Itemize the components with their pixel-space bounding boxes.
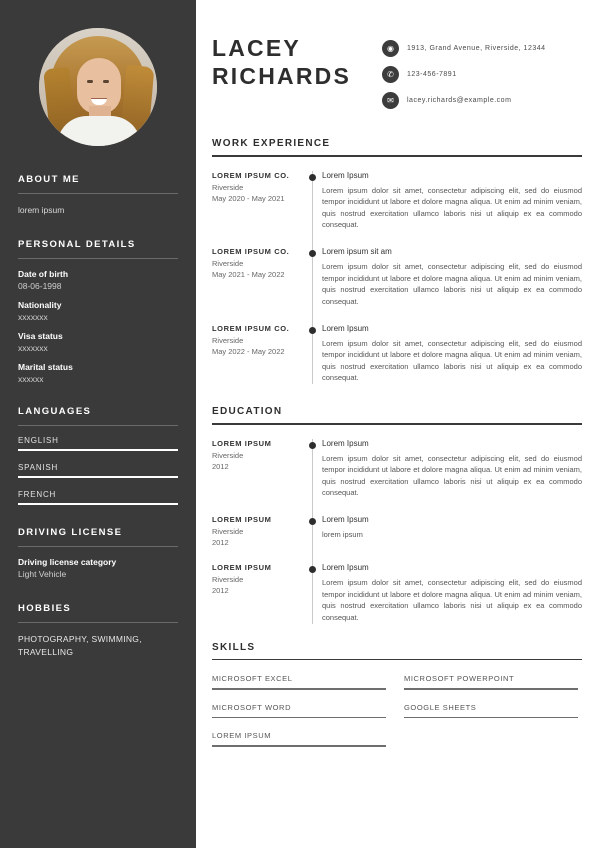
personal-details-section xyxy=(18,239,178,384)
education-section xyxy=(212,406,582,624)
photo-eye-left xyxy=(87,80,93,83)
education-school: LOREM IPSUM xyxy=(212,438,272,448)
driving-license-value: Light Vehicle xyxy=(18,568,67,579)
hobbies-heading: HOBBIES xyxy=(18,602,72,614)
timeline-dot-icon xyxy=(309,250,316,257)
education-dates: 2012 xyxy=(212,586,229,596)
work-company: LOREM IPSUM CO. xyxy=(212,170,290,180)
skill-item xyxy=(404,674,578,690)
personal-detail-value: xxxxxxx xyxy=(18,311,48,322)
work-entry xyxy=(212,324,582,385)
personal-detail-item xyxy=(18,269,178,291)
education-description: Lorem ipsum dolor sit amet, consectetur adipiscing elit, sed do eiusmod tempor incididunt ut labore et dolore magna aliqua. Ut enim ad minim veniam, quis nostrud exercitation ullamco laboris nisi ut aliquip ex ea commodo consequat. xyxy=(322,578,582,622)
education-entry-meta xyxy=(212,515,304,547)
personal-details-heading: PERSONAL DETAILS xyxy=(18,238,136,250)
timeline-line xyxy=(312,439,313,516)
education-degree: Lorem Ipsum xyxy=(322,563,369,573)
skill-item xyxy=(212,674,386,690)
work-description: Lorem ipsum dolor sit amet, consectetur adipiscing elit, sed do eiusmod tempor incididunt ut labore et dolore magna aliqua. Ut enim ad minim veniam, quis nostrud exercitation ullamco laboris nisi ut aliquip ex ea commodo consequat. xyxy=(322,185,582,230)
skill-level-bar xyxy=(212,717,386,719)
work-city: Riverside xyxy=(212,259,244,269)
languages-heading: LANGUAGES xyxy=(18,405,92,417)
contact-block xyxy=(382,40,582,118)
language-level-bar xyxy=(18,503,178,505)
work-description: Lorem ipsum dolor sit amet, consectetur adipiscing elit, sed do eiusmod tempor incididunt ut labore et dolore magna aliqua. Ut enim ad minim veniam, quis nostrud exercitation ullamco laboris nisi ut aliquip ex ea commodo consequat. xyxy=(322,338,582,383)
language-item xyxy=(18,490,178,505)
work-dates: May 2022 - May 2022 xyxy=(212,346,285,356)
contact-address-text: 1913, Grand Avenue, Riverside, 12344 xyxy=(407,45,546,52)
hobbies-section xyxy=(18,603,178,660)
first-name: LACEY xyxy=(212,35,301,61)
skills-divider xyxy=(212,659,582,661)
skills-heading: SKILLS xyxy=(212,641,256,653)
timeline-line xyxy=(312,171,313,248)
work-experience-section xyxy=(212,138,582,384)
languages-section xyxy=(18,406,178,505)
contact-phone-text: 123-456-7891 xyxy=(407,71,457,78)
contact-email[interactable] xyxy=(382,92,582,109)
language-level-bar xyxy=(18,476,178,478)
personal-detail-label: Visa status xyxy=(18,330,63,341)
contact-phone[interactable] xyxy=(382,66,582,83)
personal-detail-value: xxxxxxx xyxy=(18,342,48,353)
contact-address xyxy=(382,40,582,57)
skill-level-bar xyxy=(404,717,578,719)
education-heading: EDUCATION xyxy=(212,406,283,418)
work-city: Riverside xyxy=(212,335,244,345)
timeline-marker xyxy=(304,247,322,308)
education-dates: 2012 xyxy=(212,461,229,471)
timeline-marker xyxy=(304,324,322,385)
personal-detail-label: Date of birth xyxy=(18,268,69,279)
skill-item xyxy=(212,731,386,747)
education-city: Riverside xyxy=(212,575,244,585)
phone-icon: ✆ xyxy=(382,66,399,83)
work-entry-meta xyxy=(212,247,304,308)
education-entry xyxy=(212,439,582,500)
work-entry-meta xyxy=(212,171,304,232)
languages-divider xyxy=(18,425,178,426)
skill-label: MICROSOFT POWERPOINT xyxy=(404,674,515,684)
timeline-dot-icon xyxy=(309,518,316,525)
timeline-dot-icon xyxy=(309,327,316,334)
about-heading: ABOUT ME xyxy=(18,174,80,185)
work-city: Riverside xyxy=(212,182,244,192)
skill-level-bar xyxy=(404,688,578,690)
education-dates: 2012 xyxy=(212,538,229,548)
sidebar xyxy=(0,0,196,848)
timeline-line xyxy=(312,247,313,324)
work-experience-divider xyxy=(212,155,582,157)
photo-eye-right xyxy=(103,80,109,83)
language-item xyxy=(18,436,178,451)
education-description: Lorem ipsum dolor sit amet, consectetur adipiscing elit, sed do eiusmod tempor incididunt ut labore et dolore magna aliqua. Ut enim ad minim veniam, quis nostrud exercitation ullamco laboris nisi ut aliquip ex ea commodo consequat. xyxy=(322,453,582,498)
timeline-marker xyxy=(304,171,322,232)
timeline-marker xyxy=(304,515,322,547)
education-entry-body xyxy=(322,563,582,624)
language-level-bar xyxy=(18,449,178,451)
timeline-marker xyxy=(304,439,322,500)
location-pin-icon: ◉ xyxy=(382,40,399,57)
education-entry-meta xyxy=(212,563,304,624)
timeline-dot-icon xyxy=(309,174,316,181)
timeline-marker xyxy=(304,563,322,624)
personal-detail-label: Nationality xyxy=(18,299,62,310)
work-entry-meta xyxy=(212,324,304,385)
main-content xyxy=(196,0,600,848)
work-dates: May 2020 - May 2021 xyxy=(212,193,285,203)
about-divider xyxy=(18,193,178,194)
skills-section xyxy=(212,642,582,760)
education-entry-body xyxy=(322,439,582,500)
education-school: LOREM IPSUM xyxy=(212,515,272,525)
skill-label: GOOGLE SHEETS xyxy=(404,702,477,712)
work-role: Lorem Ipsum xyxy=(322,323,369,333)
education-entry xyxy=(212,515,582,547)
language-item xyxy=(18,463,178,478)
work-experience-heading: WORK EXPERIENCE xyxy=(212,138,331,150)
driving-license-section xyxy=(18,527,178,579)
skill-item xyxy=(404,703,578,719)
work-entry-body xyxy=(322,247,582,308)
personal-details-divider xyxy=(18,258,178,259)
education-degree: Lorem Ipsum xyxy=(322,515,369,525)
contact-email-text: lacey.richards@example.com xyxy=(407,97,512,104)
work-role: Lorem ipsum sit am xyxy=(322,247,392,257)
work-dates: May 2021 - May 2022 xyxy=(212,270,285,280)
education-school: LOREM IPSUM xyxy=(212,563,272,573)
driving-license-heading: DRIVING LICENSE xyxy=(18,526,123,538)
language-label: ENGLISH xyxy=(18,435,59,445)
hobbies-divider xyxy=(18,622,178,623)
skill-label: LOREM IPSUM xyxy=(212,731,272,741)
about-section xyxy=(18,174,178,217)
work-entry xyxy=(212,247,582,308)
skill-label: MICROSOFT EXCEL xyxy=(212,674,293,684)
personal-detail-value: 08-06-1998 xyxy=(18,280,62,291)
last-name: RICHARDS xyxy=(212,63,351,90)
personal-detail-label: Marital status xyxy=(18,361,73,372)
education-description: lorem ipsum xyxy=(322,530,363,540)
personal-detail-item xyxy=(18,300,178,322)
timeline-dot-icon xyxy=(309,442,316,449)
education-city: Riverside xyxy=(212,527,244,537)
language-label: SPANISH xyxy=(18,462,59,472)
education-entry-body xyxy=(322,515,582,547)
skill-level-bar xyxy=(212,688,386,690)
education-entry-meta xyxy=(212,439,304,500)
work-entry xyxy=(212,171,582,232)
skill-item xyxy=(212,703,386,719)
work-company: LOREM IPSUM CO. xyxy=(212,247,290,257)
work-company: LOREM IPSUM CO. xyxy=(212,323,290,333)
education-city: Riverside xyxy=(212,450,244,460)
about-text: lorem ipsum xyxy=(18,205,65,215)
email-icon: ✉ xyxy=(382,92,399,109)
work-role: Lorem Ipsum xyxy=(322,170,369,180)
work-entry-body xyxy=(322,171,582,232)
work-description: Lorem ipsum dolor sit amet, consectetur adipiscing elit, sed do eiusmod tempor incididunt ut labore et dolore magna aliqua. Ut enim ad minim veniam, quis nostrud exercitation ullamco laboris nisi ut aliquip ex ea commodo consequat. xyxy=(322,262,582,306)
personal-detail-item xyxy=(18,331,178,353)
personal-detail-value: xxxxxx xyxy=(18,373,44,384)
education-divider xyxy=(212,423,582,425)
skill-label: MICROSOFT WORD xyxy=(212,702,292,712)
work-entry-body xyxy=(322,324,582,385)
avatar xyxy=(39,28,157,146)
education-entry xyxy=(212,563,582,624)
driving-license-divider xyxy=(18,546,178,547)
timeline-dot-icon xyxy=(309,566,316,573)
skill-level-bar xyxy=(212,745,386,747)
language-label: FRENCH xyxy=(18,489,57,499)
skills-grid xyxy=(212,674,582,760)
hobbies-text: PHOTOGRAPHY, SWIMMING, TRAVELLING xyxy=(18,633,142,658)
driving-license-label: Driving license category xyxy=(18,556,117,567)
education-degree: Lorem Ipsum xyxy=(322,438,369,448)
personal-detail-item xyxy=(18,362,178,384)
